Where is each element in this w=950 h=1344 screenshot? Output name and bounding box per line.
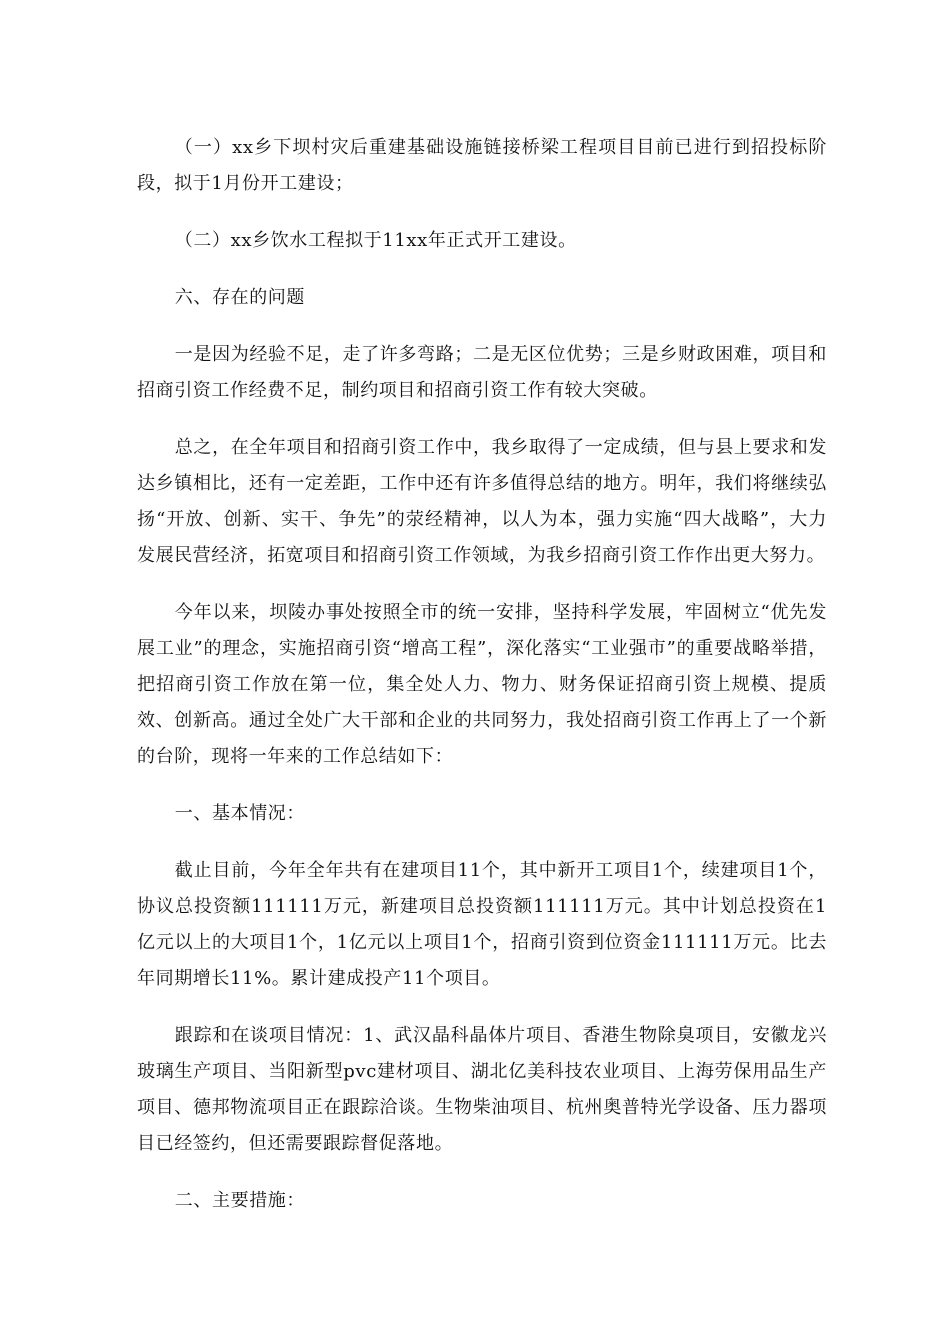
paragraph-project-water: （二）xx乡饮水工程拟于11xx年正式开工建设。 bbox=[174, 230, 577, 251]
paragraph-problems: 一是因为经验不足，走了许多弯路；二是无区位优势；三是乡财政困难，项目和招商引资工作经费不足，制约项目和招商引资工作有较大突破。 bbox=[137, 344, 827, 401]
section-heading-main-measures: 二、主要措施： bbox=[174, 1190, 305, 1211]
paragraph-project-bridge: （一）xx乡下坝村灾后重建基础设施链接桥梁工程项目目前已进行到招投标阶段，拟于1月份开工建设； bbox=[137, 137, 827, 194]
section-heading-basic-situation: 一、基本情况： bbox=[174, 803, 305, 824]
document-body bbox=[137, 130, 827, 1240]
paragraph-tracking-projects: 跟踪和在谈项目情况：1、武汉晶科晶体片项目、香港生物除臭项目，安徽龙兴玻璃生产项目、当阳新型pvc建材项目、湖北亿美科技农业项目、上海劳保用品生产项目、德邦物流项目正在跟踪洽谈。生物柴油项目、杭州奥普特光学设备、压力器项目已经签约，但还需要跟踪督促落地。 bbox=[137, 1025, 827, 1154]
paragraph-intro: 今年以来，坝陵办事处按照全市的统一安排，坚持科学发展，牢固树立“优先发展工业”的理念，实施招商引资“增高工程”，深化落实“工业强市”的重要战略举措，把招商引资工作放在第一位，集全处人力、物力、财务保证招商引资上规模、提质效、创新高。通过全处广大干部和企业的共同努力，我处招商引资工作再上了一个新的台阶，现将一年来的工作总结如下： bbox=[137, 602, 827, 767]
paragraph-basic-situation: 截止目前，今年全年共有在建项目11个，其中新开工项目1个，续建项目1个，协议总投资额111111万元，新建项目总投资额111111万元。其中计划总投资在1亿元以上的大项目1个，1亿元以上项目1个，招商引资到位资金111111万元。比去年同期增长11%。累计建成投产11个项目。 bbox=[137, 860, 827, 989]
section-heading-problems: 六、存在的问题 bbox=[174, 287, 305, 308]
paragraph-summary: 总之，在全年项目和招商引资工作中，我乡取得了一定成绩，但与县上要求和发达乡镇相比，还有一定差距，工作中还有许多值得总结的地方。明年，我们将继续弘扬“开放、创新、实干、争先”的荥经精神，以人为本，强力实施“四大战略”，大力发展民营经济，拓宽项目和招商引资工作领域，为我乡招商引资工作作出更大努力。 bbox=[137, 437, 827, 566]
